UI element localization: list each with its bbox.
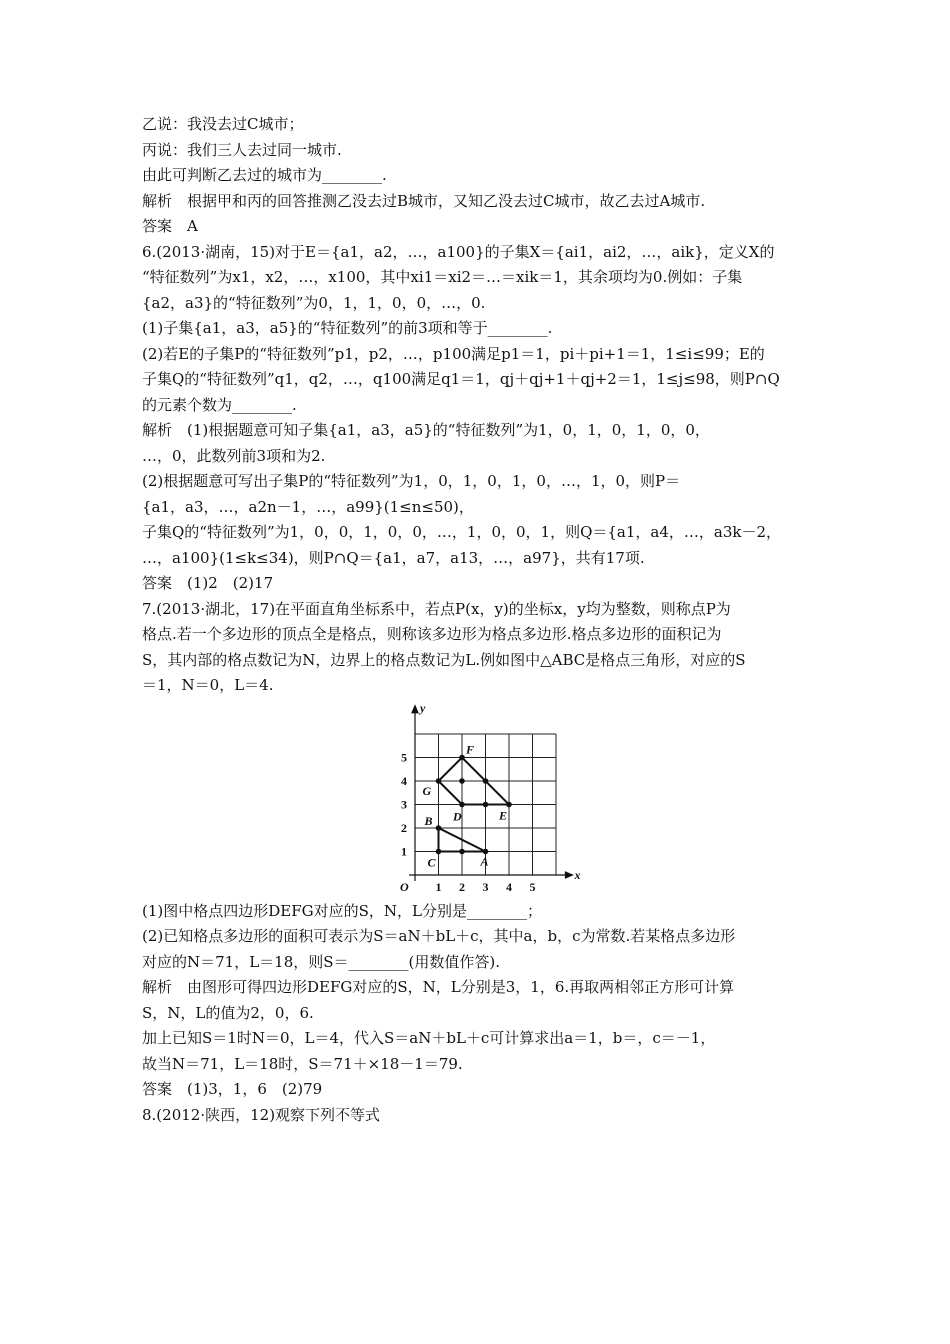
lattice-point: [506, 801, 512, 807]
point-label-g: G: [422, 783, 432, 798]
text-line: 答案 (1)2 (2)17: [142, 574, 274, 592]
point-label-c: C: [427, 855, 436, 869]
text-line: (2)根据题意可写出子集P的“特征数列”为1，0，1，0，1，0，…，1，0，则P＝: [142, 472, 681, 490]
lattice-point: [459, 778, 465, 784]
point-label-d: D: [453, 809, 462, 823]
x-tick-label: 4: [506, 879, 512, 894]
text-line: 对应的N＝71，L＝18，则S＝________(用数值作答).: [142, 952, 501, 971]
lattice-point: [483, 848, 489, 854]
text-line: (1)图中格点四边形DEFG对应的S，N，L分别是________；: [142, 901, 542, 920]
x-tick-label: 1: [435, 879, 442, 894]
lattice-point: [459, 848, 465, 854]
x-tick-label: 3: [482, 879, 489, 894]
text-line: 7.(2013·湖北，17)在平面直角坐标系中，若点P(x，y)的坐标x，y均为整数，则称点P为: [142, 599, 731, 618]
point-label-a: A: [480, 854, 489, 868]
y-tick-label: 4: [401, 773, 407, 788]
y-tick-label: 5: [401, 750, 407, 764]
y-tick-label: 2: [401, 820, 407, 835]
point-label-f: F: [466, 742, 475, 756]
text-line: 子集Q的“特征数列”为1，0，0，1，0，0，…，1，0，0，1，则Q＝{a1，a4，…，a3k－2，: [142, 523, 782, 541]
figure-labels: [400, 700, 580, 893]
y-tick-label: 3: [401, 797, 407, 811]
text-line: 6.(2013·湖南，15)对于E＝{a1，a2，…，a100}的子集X＝{ai1，ai2，…，aik}，定义X的: [142, 242, 775, 261]
lattice-point: [436, 825, 442, 831]
x-axis-label: x: [574, 867, 581, 882]
text-line: S，N，L的值为2，0，6.: [142, 1003, 314, 1022]
text-line: ＝1，N＝0，L＝4.: [142, 676, 274, 694]
document-page: [142, 112, 822, 1128]
text-line: 故当N＝71，L＝18时，S＝71＋×18－1＝79.: [142, 1054, 463, 1073]
text-line: 解析 根据甲和丙的回答推测乙没去过B城市，又知乙没去过C城市，故乙去过A城市.: [142, 191, 706, 210]
text-line: 由此可判断乙去过的城市为________.: [142, 166, 387, 184]
point-label-b: B: [424, 813, 433, 828]
text-line: 解析 (1)根据题意可知子集{a1，a3，a5}的“特征数列”为1，0，1，0，1，0，0，: [142, 421, 710, 439]
text-line: 格点.若一个多边形的顶点全是格点，则称该多边形为格点多边形.格点多边形的面积记为: [142, 625, 722, 643]
text-line: 8.(2012·陕西，12)观察下列不等式: [142, 1105, 381, 1124]
lattice-point: [459, 754, 465, 760]
text-line: {a2，a3}的“特征数列”为0，1，1，0，0，…，0.: [142, 293, 486, 312]
y-tick-label: 1: [401, 844, 407, 858]
text-line: 的元素个数为________.: [142, 395, 297, 414]
text-line: 丙说：我们三人去过同一城市.: [142, 140, 342, 159]
x-tick-label: 2: [459, 879, 465, 894]
text-line: (2)若E的子集P的“特征数列”p1，p2，…，p100满足p1＝1，pi＋pi+1＝1，1≤i≤99；E的: [142, 344, 765, 363]
y-axis-label: y: [420, 700, 426, 715]
text-line: 答案 (1)3，1，6 (2)79: [142, 1080, 323, 1098]
text-block-bottom: [142, 899, 822, 1129]
x-tick-label: 5: [529, 879, 536, 894]
text-line: {a1，a3，…，a2n－1，…，a99}(1≤n≤50)，: [142, 497, 474, 516]
y-axis-arrow: [412, 705, 418, 712]
text-line: S，其内部的格点数记为N，边界上的格点数记为L.例如图中△ABC是格点三角形，对应的S: [142, 650, 746, 669]
text-line: …，a100}(1≤k≤34)，则P∩Q＝{a1，a7，a13，…，a97}，共有17项.: [142, 548, 645, 567]
text-line: (1)子集{a1，a3，a5}的“特征数列”的前3项和等于________.: [142, 319, 553, 337]
lattice-point: [483, 778, 489, 784]
text-line: 乙说：我没去过C城市；: [142, 115, 304, 133]
origin-label: O: [400, 879, 409, 894]
lattice-figure: [142, 699, 822, 899]
text-line: …，0，此数列前3项和为2.: [142, 446, 326, 465]
text-line: “特征数列”为x1，x2，…，x100，其中xi1＝xi2＝…＝xik＝1，其余项均为0.例如：子集: [142, 268, 743, 286]
lattice-point: [436, 848, 442, 854]
point-label-e: E: [499, 808, 508, 822]
text-line: 子集Q的“特征数列”q1，q2，…，q100满足q1＝1，qj＋qj+1＋qj+2＝1，1≤j≤98，则P∩Q: [142, 370, 780, 388]
lattice-point: [459, 801, 465, 807]
x-axis-arrow: [565, 872, 572, 878]
text-block-top: [142, 112, 822, 699]
text-line: 答案 A: [142, 217, 198, 235]
text-line: (2)已知格点多边形的面积可表示为S＝aN＋bL＋c，其中a，b，c为常数.若某格点多边形: [142, 927, 736, 945]
text-line: 加上已知S＝1时N＝0，L＝4，代入S＝aN＋bL＋c可计算求出a＝1，b＝，c＝－1，: [142, 1029, 716, 1047]
text-line: 解析 由图形可得四边形DEFG对应的S，N，L分别是3，1，6.再取两相邻正方形可计算: [142, 978, 735, 996]
lattice-grid-graph: [395, 699, 581, 899]
lattice-point: [483, 801, 489, 807]
lattice-point: [436, 778, 442, 784]
